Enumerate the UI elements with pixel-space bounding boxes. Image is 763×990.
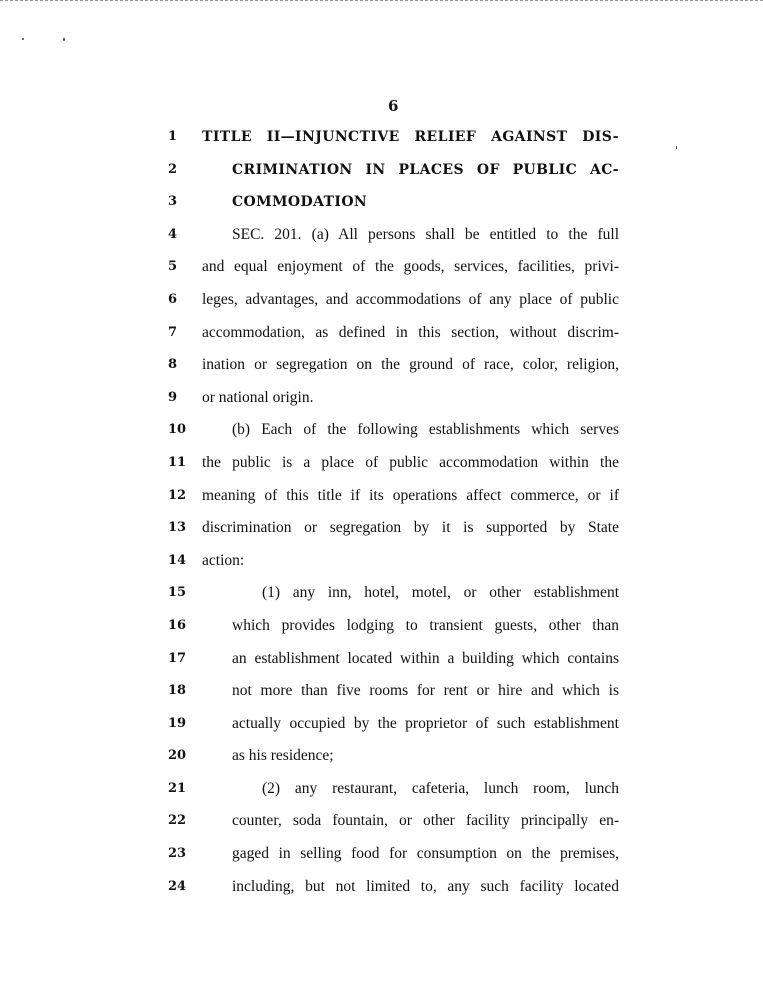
text-line: [0, 617, 763, 650]
line-number: 12: [168, 487, 187, 503]
text-line: [0, 878, 763, 911]
text-line: [0, 584, 763, 617]
text-line: [0, 682, 763, 715]
line-number: 19: [168, 715, 187, 731]
line-text: (1) any inn, hotel, motel, or other establishment: [262, 584, 619, 602]
line-number: 9: [168, 389, 178, 405]
line-text: (2) any restaurant, cafeteria, lunch room, lunch: [262, 779, 619, 797]
line-text: discrimination or segregation by it is supported by State: [202, 519, 619, 537]
text-line: [0, 812, 763, 845]
line-text: actually occupied by the proprietor of such establishment: [232, 714, 619, 732]
line-number: 6: [168, 291, 178, 307]
line-number: 24: [168, 878, 187, 894]
line-number: 8: [168, 357, 178, 373]
text-line: [0, 421, 763, 454]
text-line: [0, 715, 763, 748]
text-line: [0, 650, 763, 683]
line-number: 5: [168, 259, 178, 275]
line-number: 15: [168, 585, 187, 601]
line-text: an establishment located within a building which contains: [232, 649, 619, 667]
text-line: [0, 291, 763, 324]
line-text: which provides lodging to transient guests, other than: [232, 616, 619, 634]
text-line: [0, 128, 763, 161]
line-number: 3: [168, 194, 178, 210]
line-text: not more than five rooms for rent or hire and which is: [232, 682, 619, 700]
scan-speck: [63, 38, 65, 41]
line-number: 18: [168, 683, 187, 699]
line-number: 23: [168, 846, 187, 862]
text-line: [0, 519, 763, 552]
line-number: 10: [168, 422, 187, 438]
line-text: and equal enjoyment of the goods, services, facilities, privi-: [202, 258, 619, 276]
line-text: (b) Each of the following establishments which serves: [232, 421, 619, 439]
text-line: [0, 780, 763, 813]
line-text: accommodation, as defined in this section, without discrim-: [202, 323, 619, 341]
text-line: [0, 161, 763, 194]
page-number: 6: [388, 97, 399, 115]
text-line: [0, 487, 763, 520]
line-text: action:: [202, 551, 245, 569]
line-number: 2: [168, 161, 178, 177]
title-heading: COMMODATION: [232, 194, 368, 211]
text-line: [0, 454, 763, 487]
line-number: 11: [168, 454, 187, 470]
line-number: 13: [168, 520, 187, 536]
line-number: 4: [168, 226, 178, 242]
line-number: 20: [168, 748, 187, 764]
line-text: the public is a place of public accommodation within the: [202, 453, 619, 471]
page-top-edge: [0, 0, 763, 1]
line-text: or national origin.: [202, 388, 314, 406]
line-number: 7: [168, 324, 178, 340]
text-line: [0, 389, 763, 422]
line-text: gaged in selling food for consumption on the premises,: [232, 845, 619, 863]
line-text: ination or segregation on the ground of race, color, religion,: [202, 356, 619, 374]
line-text: leges, advantages, and accommodations of any place of public: [202, 290, 619, 308]
text-line: [0, 356, 763, 389]
line-number: 22: [168, 813, 187, 829]
line-text: meaning of this title if its operations affect commerce, or if: [202, 486, 619, 504]
line-number: 21: [168, 780, 187, 796]
bill-text: [0, 128, 763, 910]
text-line: [0, 324, 763, 357]
title-heading: TITLE II—INJUNCTIVE RELIEF AGAINST DIS-: [202, 129, 619, 145]
line-text: including, but not limited to, any such facility located: [232, 877, 619, 895]
line-number: 16: [168, 617, 187, 633]
title-heading: CRIMINATION IN PLACES OF PUBLIC AC-: [232, 161, 619, 178]
line-number: 14: [168, 552, 187, 568]
line-text: as his residence;: [232, 747, 334, 765]
text-line: [0, 193, 763, 226]
line-text: counter, soda fountain, or other facility principally en-: [232, 812, 619, 830]
text-line: [0, 747, 763, 780]
text-line: [0, 552, 763, 585]
line-number: 17: [168, 650, 187, 666]
text-line: [0, 845, 763, 878]
line-text: SEC. 201. (a) All persons shall be entitled to the full: [232, 225, 619, 243]
text-line: [0, 258, 763, 291]
text-line: [0, 226, 763, 259]
scan-speck: [22, 38, 24, 40]
line-number: 1: [168, 129, 178, 144]
